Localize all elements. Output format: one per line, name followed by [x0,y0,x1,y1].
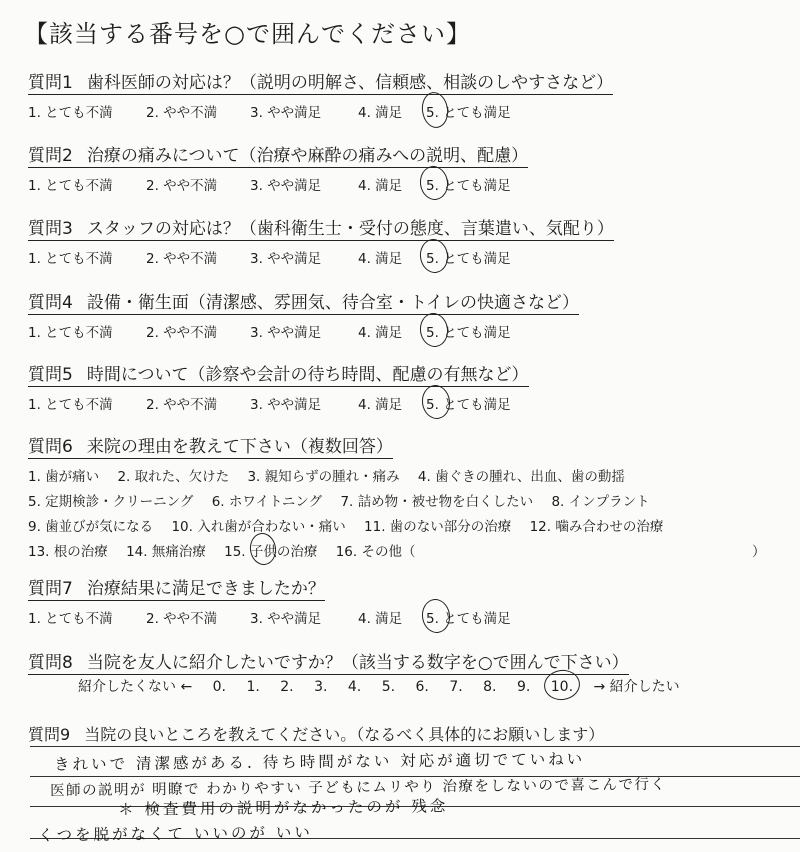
option-5[interactable]: 5. とても満足 [426,397,511,413]
question-6 [28,432,766,565]
answer-line [30,746,800,747]
option-2[interactable]: 2. やや不満 [146,105,218,121]
question-2-title [28,141,528,168]
q6-option-8[interactable]: 8. インプラント [551,494,650,510]
option-1[interactable]: 1. とても不満 [28,325,113,341]
scale-4[interactable]: 4. [347,679,362,695]
question-6-text: 来院の理由を教えて下さい（複数回答） [86,437,393,457]
option-3[interactable]: 3. やや満足 [250,105,322,121]
question-9-title [28,722,604,745]
question-7-title [28,574,325,601]
q6-option-14[interactable]: 14. 無痛治療 [126,544,206,560]
q6-option-5[interactable]: 5. 定期検診・クリーニング [28,494,194,510]
question-3-number: 質問3 [28,219,73,239]
scale-10[interactable]: 10. [550,679,574,695]
option-3[interactable]: 3. やや満足 [250,325,322,341]
scale-right-label: → 紹介したい [593,679,680,695]
option-2[interactable]: 2. やや不満 [146,251,218,267]
question-1-number: 質問1 [28,73,73,93]
referral-scale [78,676,696,696]
option-3[interactable]: 3. やや満足 [250,251,322,267]
question-5-text: 時間について（診察や会計の待ち時間、配慮の有無など） [86,365,529,385]
question-7-options [28,607,511,627]
question-3-title [28,214,614,241]
question-9-text: 当院の良いところを教えてください。（なるべく具体的にお願いします） [84,725,605,744]
question-4-title [28,288,579,315]
option-4[interactable]: 4. 満足 [358,251,403,267]
option-5[interactable]: 5. とても満足 [426,105,511,121]
q6-option-1[interactable]: 1. 歯が痛い [28,469,100,485]
option-4[interactable]: 4. 満足 [358,178,403,194]
scale-6[interactable]: 6. [415,679,429,695]
option-2[interactable]: 2. やや不満 [146,325,218,341]
handwritten-answer-2: 医師の説明が 明瞭で わかりやすい 子どもにムリやり 治療をしないので喜こんで行く [49,776,667,800]
option-4[interactable]: 4. 満足 [358,611,403,627]
scale-0[interactable]: 0. [212,679,226,695]
option-2[interactable]: 2. やや不満 [146,611,218,627]
option-1[interactable]: 1. とても不満 [28,611,113,627]
q6-option-9[interactable]: 9. 歯並びが気になる [28,519,154,535]
handwritten-answer-3: ＊ 検査費用の説明がなかったのが 残念 [117,797,449,819]
question-2 [28,141,528,192]
scale-7[interactable]: 7. [449,679,463,695]
question-1 [28,68,613,119]
option-4[interactable]: 4. 満足 [358,105,403,121]
option-4[interactable]: 4. 満足 [358,397,403,413]
scale-8[interactable]: 8. [483,679,497,695]
page-title: 【該当する番号を○で囲んでください】 [24,20,471,48]
answer-circle [420,90,451,129]
q6-option-4[interactable]: 4. 歯ぐきの腫れ、出血、歯の動揺 [417,469,625,485]
q6-row-3 [28,515,677,540]
scale-1[interactable]: 1. [246,679,260,695]
q6-option-7[interactable]: 7. 詰め物・被せ物を白くしたい [340,494,534,510]
question-9-number: 質問9 [28,725,71,744]
handwritten-answer-1: きれいで 清潔感がある. 待ち時間がない 対応が適切でていねい [53,750,586,774]
question-1-text: 歯科医師の対応は？（説明の明解さ、信頼感、相談のしやすさなど） [86,73,614,93]
scale-5[interactable]: 5. [381,679,396,695]
question-9 [28,722,604,745]
question-2-options [28,174,528,192]
question-8-text: 当院を友人に紹介したいですか？（該当する数字を○で囲んで下さい） [86,653,629,673]
question-7 [28,574,511,627]
question-8 [28,648,629,675]
q6-option-3[interactable]: 3. 親知らずの腫れ・痛み [247,469,400,485]
q6-option-11[interactable]: 11. 歯のない部分の治療 [364,519,512,535]
option-3[interactable]: 3. やや満足 [250,611,322,627]
q6-row-1 [28,465,677,490]
question-2-text: 治療の痛みについて（治療や麻酔の痛みへの説明、配慮） [86,146,529,166]
question-3 [28,214,614,265]
question-3-options [28,247,614,265]
q6-option-15[interactable]: 15. 子供の治療 [224,544,318,560]
option-3[interactable]: 3. やや満足 [250,178,322,194]
answer-circle [418,237,450,275]
option-5[interactable]: 5. とても満足 [426,251,511,267]
handwritten-answer-4: くつを脱がなくて いいのが いい [37,823,313,845]
q6-option-6[interactable]: 6. ホワイトニング [211,494,323,510]
q6-option-16[interactable]: 16. その他（ [335,544,416,560]
question-8-title [28,648,629,675]
scale-left-label: 紹介したくない ← [78,679,193,695]
question-5 [28,360,529,411]
question-5-title [28,360,529,387]
question-1-options [28,101,613,119]
option-1[interactable]: 1. とても不満 [28,178,113,194]
question-6-title [28,432,393,459]
option-1[interactable]: 1. とても不満 [28,105,113,121]
answer-circle [420,597,452,635]
answer-circle [418,311,450,349]
option-1[interactable]: 1. とても不満 [28,251,113,267]
q6-row-4 [28,540,766,565]
scale-3[interactable]: 3. [314,679,328,695]
question-4-number: 質問4 [28,293,73,313]
q6-other-close: ） [752,544,766,560]
scale-2[interactable]: 2. [280,679,294,695]
option-3[interactable]: 3. やや満足 [250,397,322,413]
q6-row-2 [28,490,677,515]
option-1[interactable]: 1. とても不満 [28,397,113,413]
q6-option-10[interactable]: 10. 入れ歯が合わない・痛い [171,519,346,535]
question-7-number: 質問7 [28,579,73,599]
option-2[interactable]: 2. やや不満 [146,397,218,413]
option-5[interactable]: 5. とても満足 [426,178,511,194]
q6-option-2[interactable]: 2. 取れた、欠けた [117,469,230,485]
question-4-text: 設備・衛生面（清潔感、雰囲気、待合室・トイレの快適さなど） [86,293,579,313]
option-5[interactable]: 5. とても満足 [426,325,511,341]
question-5-options [28,393,529,411]
q6-option-12[interactable]: 12. 噛み合わせの治療 [529,519,664,535]
scale-9[interactable]: 9. [516,679,531,695]
q6-option-13[interactable]: 13. 根の治療 [28,544,108,560]
answer-circle [420,383,452,421]
question-3-text: スタッフの対応は？（歯科衛生士・受付の態度、言葉遣い、気配り） [86,219,614,239]
question-4 [28,288,579,339]
question-4-options [28,321,579,339]
question-6-number: 質問6 [28,437,73,457]
option-2[interactable]: 2. やや不満 [146,178,218,194]
question-2-number: 質問2 [28,146,73,166]
answer-circle [418,164,450,202]
option-5[interactable]: 5. とても満足 [426,611,511,627]
question-1-title [28,68,613,95]
question-7-text: 治療結果に満足できましたか？ [86,579,325,599]
option-4[interactable]: 4. 満足 [358,325,403,341]
question-5-number: 質問5 [28,365,73,385]
question-8-number: 質問8 [28,653,73,673]
